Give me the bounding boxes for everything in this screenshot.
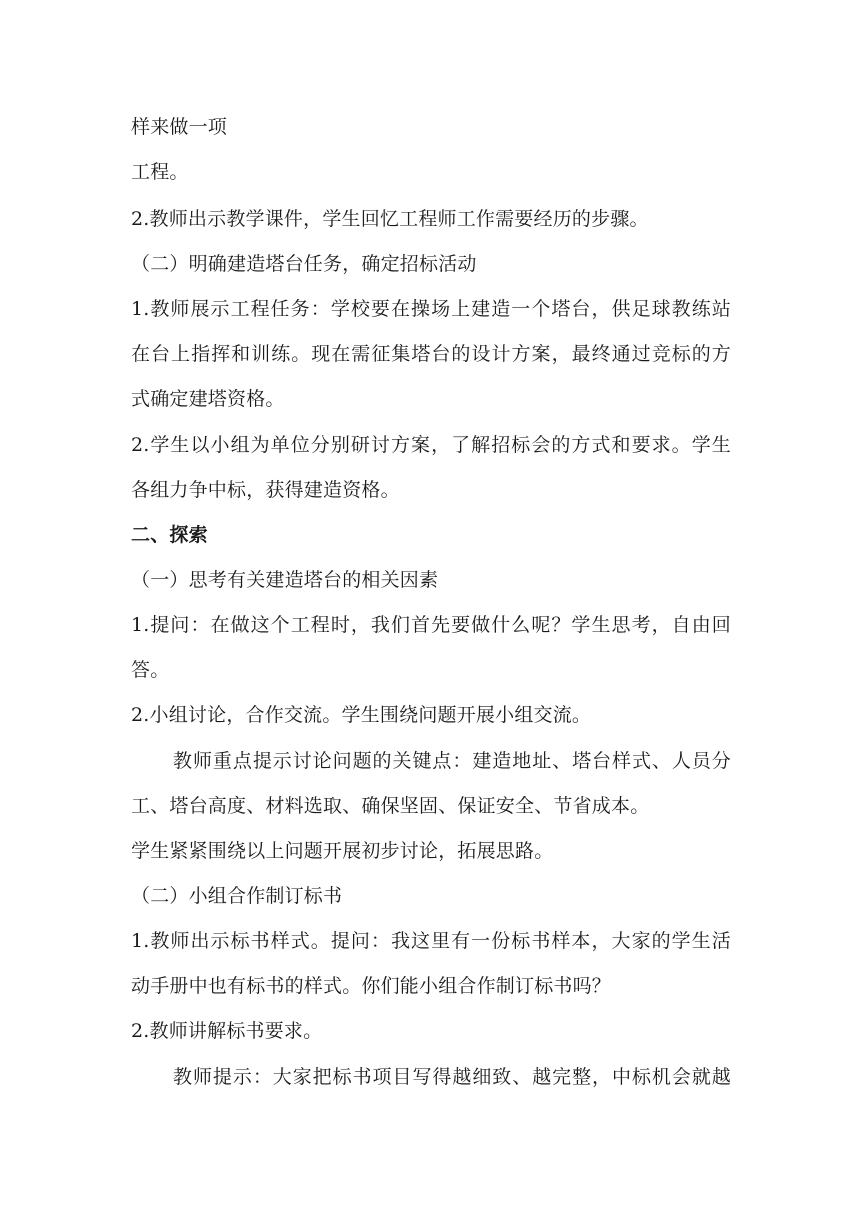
section-heading: （一）思考有关建造塔台的相关因素 — [131, 569, 439, 591]
text-line: 样来做一项 — [131, 116, 228, 138]
text-line: 在台上指挥和训练。现在需征集塔台的设计方案，最终通过竞标的方 — [131, 343, 731, 365]
text-line: 2.小组讨论，合作交流。学生围绕问题开展小组交流。 — [131, 704, 592, 726]
text-line: 教师提示：大家把标书项目写得越细致、越完整，中标机会就越 — [173, 1066, 731, 1088]
text-line: 1.提问：在做这个工程时，我们首先要做什么呢？学生思考，自由回 — [131, 614, 731, 636]
text-line: 1.教师展示工程任务：学校要在操场上建造一个塔台，供足球教练站 — [131, 298, 731, 320]
text-line: 式确定建塔资格。 — [131, 388, 285, 410]
text-line: 1.教师出示标书样式。提问：我这里有一份标书样本，大家的学生活 — [131, 930, 731, 952]
text-line: 学生紧紧围绕以上问题开展初步讨论，拓展思路。 — [131, 840, 554, 862]
text-line: 工、塔台高度、材料选取、确保坚固、保证安全、节省成本。 — [131, 795, 650, 817]
text-line: 教师重点提示讨论问题的关键点：建造地址、塔台样式、人员分 — [173, 750, 731, 772]
chapter-heading: 二、探索 — [131, 524, 208, 546]
text-line: 工程。 — [131, 161, 189, 183]
text-line: 答。 — [131, 659, 170, 681]
text-line: 2.学生以小组为单位分别研讨方案，了解招标会的方式和要求。学生 — [131, 434, 731, 456]
text-line: 各组力争中标，获得建造资格。 — [131, 479, 400, 501]
section-heading: （二）小组合作制订标书 — [131, 885, 343, 907]
text-line: 2.教师出示教学课件，学生回忆工程师工作需要经历的步骤。 — [131, 208, 649, 230]
text-line: 动手册中也有标书的样式。你们能小组合作制订标书吗？ — [131, 975, 612, 997]
text-line: 2.教师讲解标书要求。 — [131, 1020, 323, 1042]
section-heading: （二）明确建造塔台任务，确定招标活动 — [131, 253, 477, 275]
